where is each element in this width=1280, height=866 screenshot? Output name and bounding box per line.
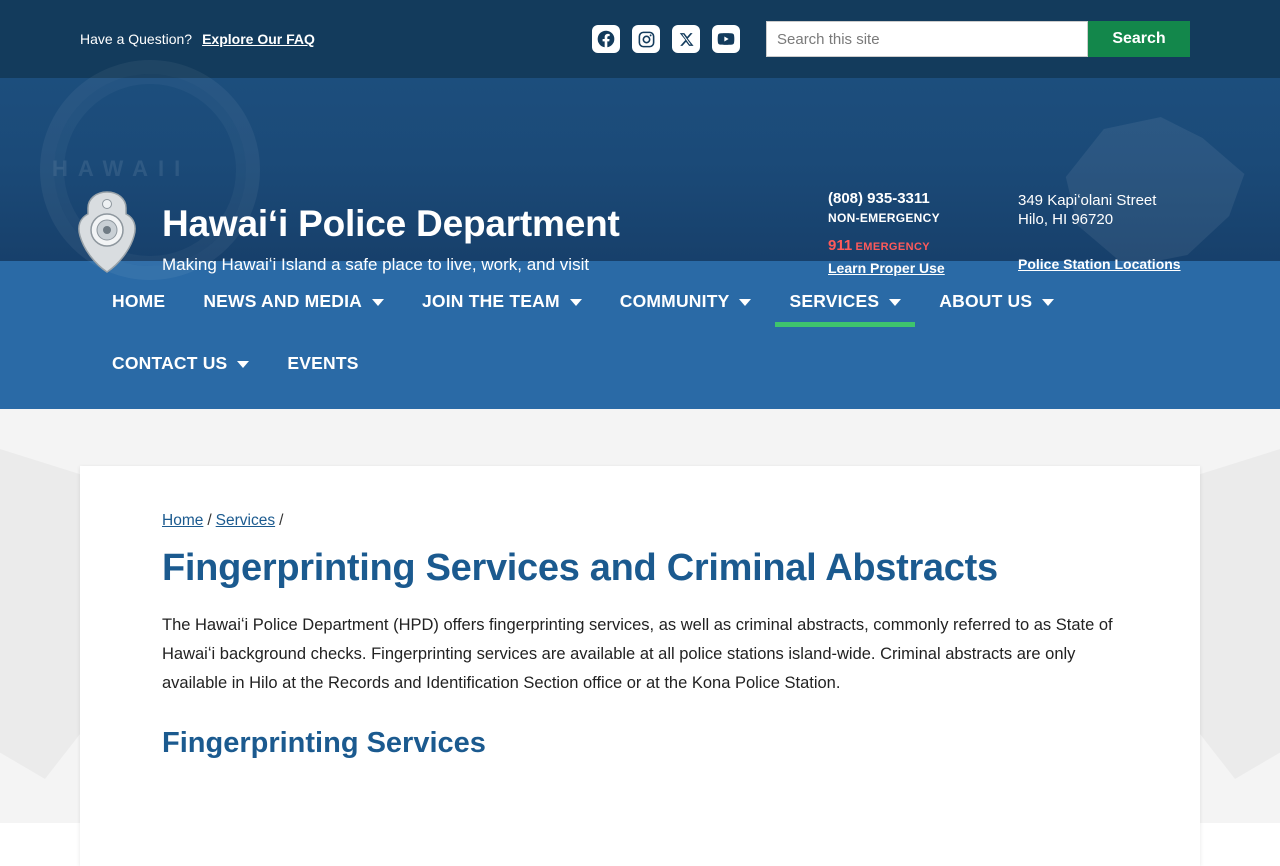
site-tagline: Making Hawaiʻi Island a safe place to live, work, and visit bbox=[162, 254, 590, 274]
police-badge-logo[interactable] bbox=[74, 190, 140, 274]
nav-item-news-and-media[interactable] bbox=[189, 279, 398, 327]
content-card bbox=[80, 466, 1200, 866]
nav-item-events[interactable] bbox=[273, 341, 372, 389]
nav-item-label: EVENTS bbox=[287, 352, 359, 373]
explore-faq-link[interactable]: Explore Our FAQ bbox=[202, 31, 315, 47]
chevron-down-icon bbox=[1042, 299, 1054, 306]
nav-item-label: SERVICES bbox=[789, 290, 880, 311]
top-utility-bar bbox=[0, 0, 1280, 78]
search-input[interactable] bbox=[766, 21, 1088, 57]
non-emergency-phone[interactable]: (808) 935-3311 bbox=[828, 190, 930, 207]
breadcrumb-separator: / bbox=[207, 512, 212, 529]
chevron-down-icon bbox=[570, 299, 582, 306]
instagram-icon[interactable] bbox=[632, 25, 660, 53]
x-twitter-icon[interactable] bbox=[672, 25, 700, 53]
breadcrumb-separator: / bbox=[279, 512, 284, 529]
nav-item-contact-us[interactable] bbox=[98, 341, 263, 389]
nav-item-join-the-team[interactable] bbox=[408, 279, 596, 327]
page-title: Fingerprinting Services and Criminal Abstracts bbox=[162, 547, 998, 589]
non-emergency-label: NON-EMERGENCY bbox=[828, 211, 940, 225]
site-masthead bbox=[0, 78, 1280, 276]
intro-paragraph: The Hawaiʻi Police Department (HPD) offers fingerprinting services, as well as criminal abstracts, commonly referred to as State of Hawaiʻi background checks. Fingerprinting services are available at all police stations island-wide. Criminal abstracts are only available in Hilo at the Records and Identification Section office or at the Kona Police Station. bbox=[162, 615, 1113, 692]
chevron-down-icon bbox=[372, 299, 384, 306]
section-heading-fingerprinting-services: Fingerprinting Services bbox=[162, 727, 486, 760]
emergency-row bbox=[828, 237, 945, 254]
nav-item-label: JOIN THE TEAM bbox=[422, 290, 560, 311]
main-navigation bbox=[0, 261, 1280, 409]
nav-item-label: COMMUNITY bbox=[619, 290, 730, 311]
breadcrumb-services-link[interactable]: Services bbox=[215, 512, 276, 529]
nav-item-label: ABOUT US bbox=[939, 290, 1033, 311]
chevron-down-icon bbox=[739, 299, 751, 306]
nav-item-label: CONTACT US bbox=[112, 352, 228, 373]
chevron-down-icon bbox=[237, 361, 249, 368]
site-title-block bbox=[162, 204, 620, 275]
site-title: Hawaiʻi Police Department bbox=[162, 203, 620, 244]
address-line-1: 349 Kapiʻolani Street bbox=[1018, 192, 1157, 209]
nav-item-services[interactable] bbox=[775, 279, 915, 327]
nav-item-community[interactable] bbox=[606, 279, 766, 327]
learn-proper-use-link[interactable]: Learn Proper Use bbox=[828, 260, 945, 276]
police-station-locations-link[interactable]: Police Station Locations bbox=[1018, 255, 1181, 272]
breadcrumb bbox=[162, 512, 1120, 530]
contact-info bbox=[828, 190, 945, 276]
page-body bbox=[0, 409, 1280, 823]
site-search bbox=[766, 21, 1190, 57]
emergency-number: 911 bbox=[828, 237, 853, 254]
watermark-text: HAWAII bbox=[52, 156, 191, 181]
address-line-2: Hilo, HI 96720 bbox=[1018, 210, 1114, 228]
chevron-down-icon bbox=[889, 299, 901, 306]
nav-item-about-us[interactable] bbox=[925, 279, 1068, 327]
nav-item-label: HOME bbox=[112, 290, 166, 311]
nav-item-home[interactable] bbox=[98, 279, 179, 327]
breadcrumb-home-link[interactable]: Home bbox=[162, 512, 204, 529]
nav-items bbox=[0, 279, 1280, 389]
faq-area bbox=[80, 31, 315, 47]
address-block bbox=[1018, 192, 1181, 272]
emergency-label: EMERGENCY bbox=[855, 241, 931, 253]
question-text: Have a Question? bbox=[80, 31, 193, 47]
search-button[interactable]: Search bbox=[1088, 21, 1190, 57]
facebook-icon[interactable] bbox=[592, 25, 620, 53]
social-links bbox=[592, 25, 740, 53]
nav-item-label: NEWS AND MEDIA bbox=[203, 290, 362, 311]
youtube-icon[interactable] bbox=[712, 25, 740, 53]
